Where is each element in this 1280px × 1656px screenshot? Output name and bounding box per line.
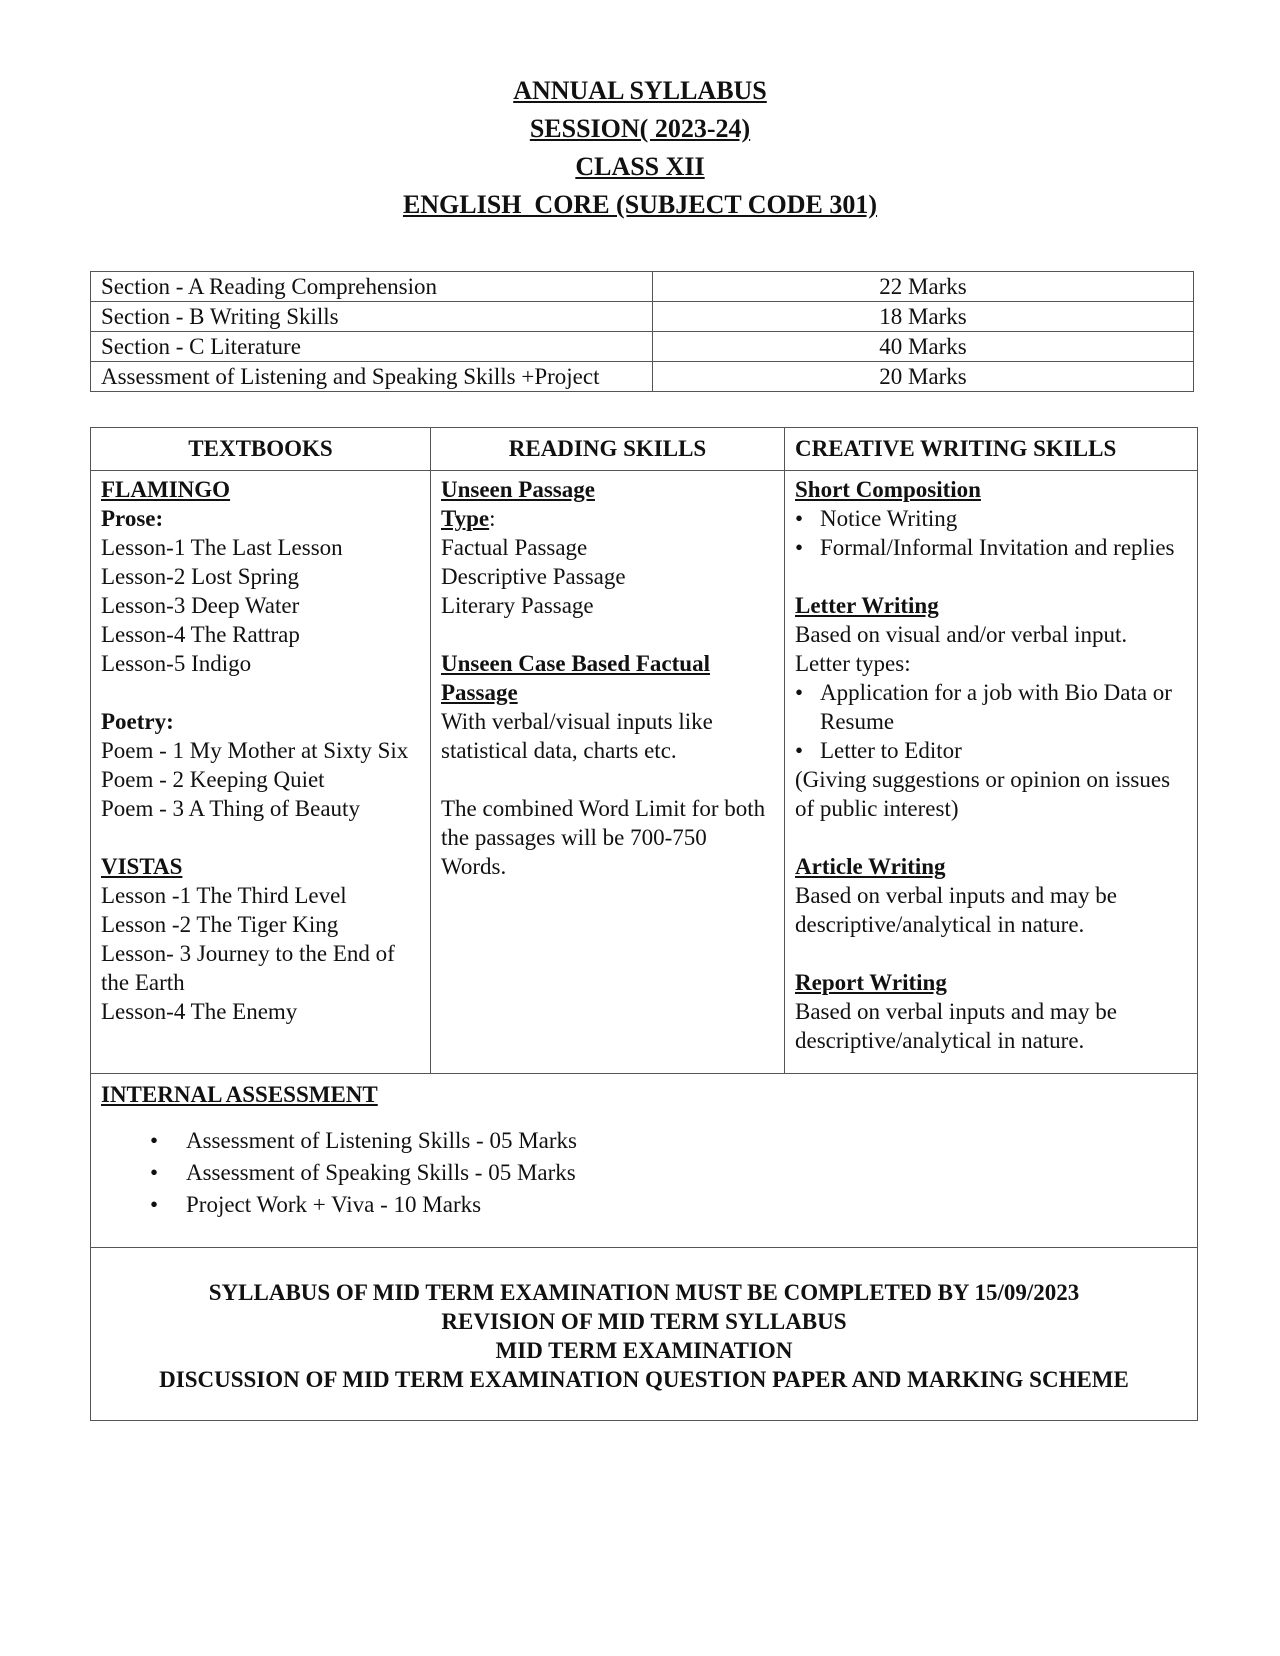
- letter-types-label: Letter types:: [795, 651, 911, 676]
- type-label: Type: [441, 506, 490, 531]
- column-header-writing: CREATIVE WRITING SKILLS: [785, 428, 1198, 471]
- letter-types-list: [795, 678, 1187, 765]
- marks-row: [91, 302, 1194, 332]
- list-item: Descriptive Passage: [441, 564, 626, 589]
- section-name: Section - B Writing Skills: [91, 302, 653, 332]
- case-based-heading: Unseen Case Based Factual Passage: [441, 651, 710, 705]
- marks-table: [90, 271, 1194, 392]
- article-writing-heading: Article Writing: [795, 854, 946, 879]
- list-item: Factual Passage: [441, 535, 588, 560]
- title-line-1: ANNUAL SYLLABUS: [513, 76, 767, 105]
- list-item: Lesson-4 The Rattrap: [101, 622, 300, 647]
- title-line-2: SESSION( 2023-24): [529, 114, 751, 143]
- marks-row: [91, 362, 1194, 392]
- midterm-line: REVISION OF MID TERM SYLLABUS: [441, 1309, 847, 1334]
- short-composition-list: [795, 504, 1187, 562]
- report-description: Based on verbal inputs and may be descriptive/analytical in nature.: [795, 999, 1117, 1053]
- letter-note: (Giving suggestions or opinion on issues of public interest): [795, 767, 1171, 821]
- section-name: Assessment of Listening and Speaking Skills +Project: [91, 362, 653, 392]
- section-marks: 40 Marks: [653, 332, 1194, 362]
- midterm-line: DISCUSSION OF MID TERM EXAMINATION QUESTION PAPER AND MARKING SCHEME: [159, 1367, 1129, 1392]
- letter-writing-heading: Letter Writing: [795, 593, 939, 618]
- section-marks: 22 Marks: [653, 272, 1194, 302]
- list-item: Literary Passage: [441, 593, 594, 618]
- internal-assessment-list: [101, 1125, 1187, 1221]
- list-item: Poem - 1 My Mother at Sixty Six: [101, 738, 409, 763]
- midterm-notice-cell: [91, 1248, 1198, 1421]
- reading-cell: [431, 471, 785, 1074]
- list-item: • Formal/Informal Invitation and replies: [820, 533, 1187, 562]
- list-item: • Notice Writing: [820, 504, 1187, 533]
- writing-cell: [785, 471, 1198, 1074]
- list-item: Poem - 3 A Thing of Beauty: [101, 796, 360, 821]
- list-item: Poem - 2 Keeping Quiet: [101, 767, 325, 792]
- list-item: Lesson-1 The Last Lesson: [101, 535, 343, 560]
- list-item: • Assessment of Speaking Skills - 05 Marks: [186, 1157, 1187, 1189]
- unseen-passage-heading: Unseen Passage: [441, 477, 595, 502]
- list-item: Lesson-4 The Enemy: [101, 999, 298, 1024]
- list-item: • Assessment of Listening Skills - 05 Marks: [186, 1125, 1187, 1157]
- column-header-reading: READING SKILLS: [431, 428, 785, 471]
- list-item: Lesson-5 Indigo: [101, 651, 252, 676]
- marks-row: [91, 272, 1194, 302]
- title-line-3: CLASS XII: [575, 152, 705, 181]
- case-based-description: With verbal/visual inputs like statistical data, charts etc.: [441, 709, 713, 763]
- section-name: Section - A Reading Comprehension: [91, 272, 653, 302]
- vistas-heading: VISTAS: [101, 854, 183, 879]
- list-item: • Application for a job with Bio Data or Resume: [820, 678, 1187, 736]
- document-title: [0, 72, 1280, 224]
- type-colon: :: [489, 506, 496, 531]
- internal-assessment-heading: INTERNAL ASSESSMENT: [101, 1082, 378, 1107]
- internal-assessment-cell: [91, 1074, 1198, 1248]
- midterm-line: MID TERM EXAMINATION: [495, 1338, 793, 1363]
- column-header-textbooks: TEXTBOOKS: [91, 428, 431, 471]
- title-line-4: ENGLISH CORE (SUBJECT CODE 301): [402, 190, 878, 219]
- poetry-label: Poetry:: [101, 709, 174, 734]
- short-composition-heading: Short Composition: [795, 477, 981, 502]
- syllabus-table: [90, 427, 1198, 1421]
- list-item: Lesson-3 Deep Water: [101, 593, 300, 618]
- article-description: Based on verbal inputs and may be descriptive/analytical in nature.: [795, 883, 1117, 937]
- list-item: Lesson -2 The Tiger King: [101, 912, 339, 937]
- list-item: Lesson -1 The Third Level: [101, 883, 347, 908]
- letter-description: Based on visual and/or verbal input.: [795, 622, 1128, 647]
- list-item: • Letter to Editor: [820, 736, 1187, 765]
- section-marks: 20 Marks: [653, 362, 1194, 392]
- list-item: Lesson-2 Lost Spring: [101, 564, 300, 589]
- flamingo-heading: FLAMINGO: [101, 477, 231, 502]
- prose-label: Prose:: [101, 506, 164, 531]
- midterm-line: SYLLABUS OF MID TERM EXAMINATION MUST BE COMPLETED BY 15/09/2023: [208, 1280, 1080, 1305]
- list-item: Lesson- 3 Journey to the End of the Earth: [101, 941, 395, 995]
- section-name: Section - C Literature: [91, 332, 653, 362]
- textbooks-cell: [91, 471, 431, 1074]
- report-writing-heading: Report Writing: [795, 970, 947, 995]
- word-limit-text: The combined Word Limit for both the passages will be 700-750 Words.: [441, 796, 766, 879]
- list-item: • Project Work + Viva - 10 Marks: [186, 1189, 1187, 1221]
- section-marks: 18 Marks: [653, 302, 1194, 332]
- marks-row: [91, 332, 1194, 362]
